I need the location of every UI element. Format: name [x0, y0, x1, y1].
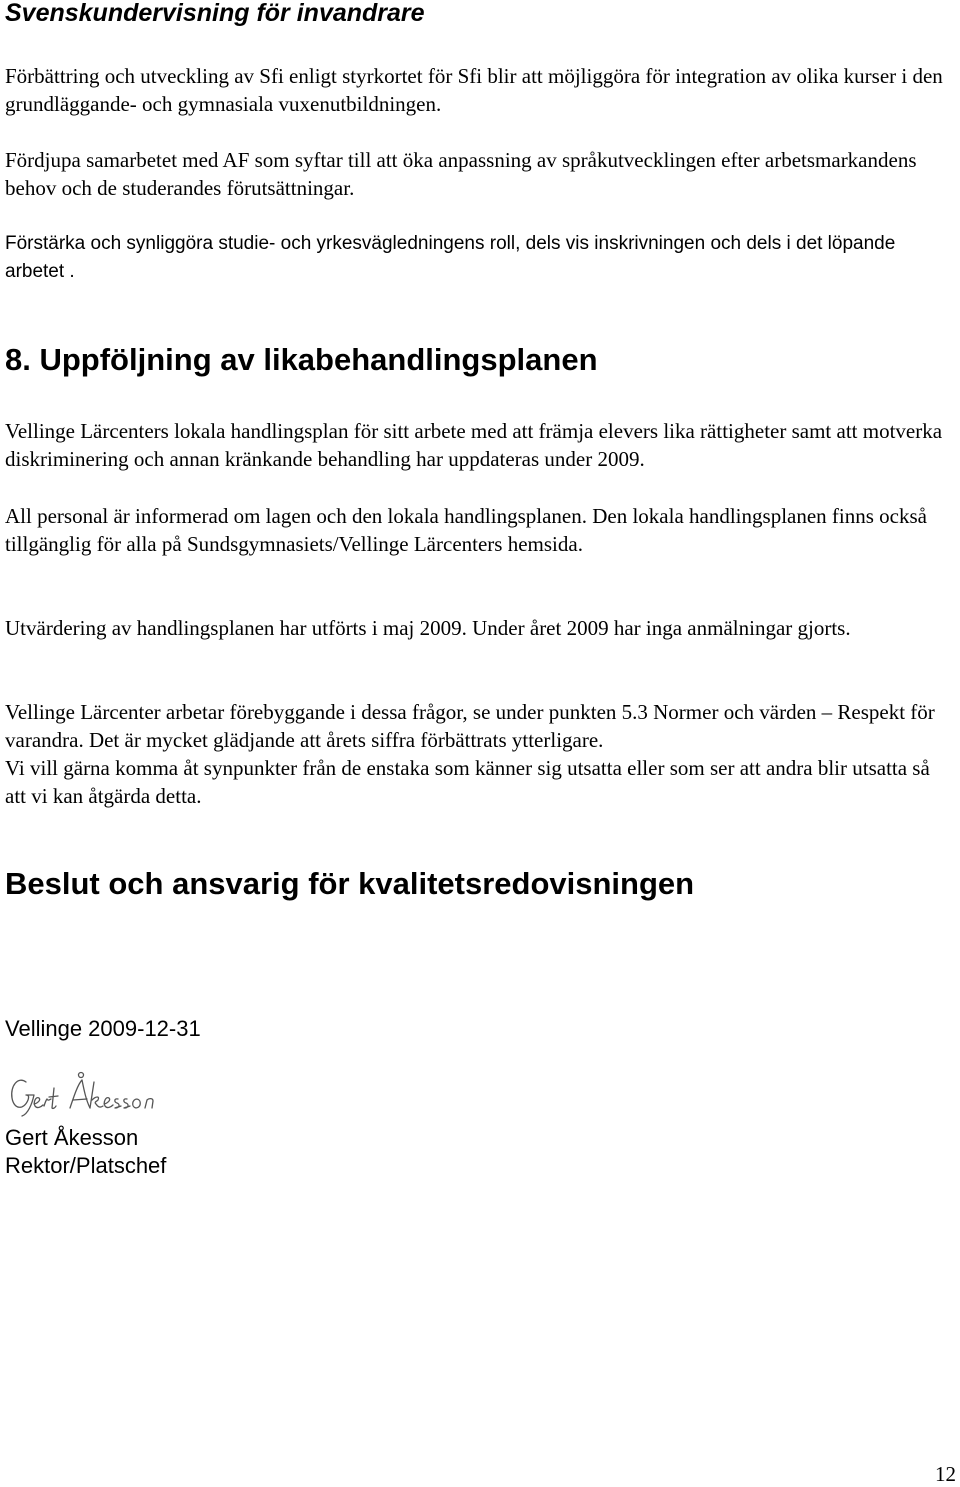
- signer-name: Gert Åkesson: [5, 1125, 139, 1150]
- intro-paragraph-2: Fördjupa samarbetet med AF som syftar till att öka anpassning av språkutvecklingen efter arbetsmarkandens behov och de studerandes förutsättningar.: [5, 148, 917, 200]
- section-8-paragraph-3: Utvärdering av handlingsplanen har utförts i maj 2009. Under året 2009 har inga anmälningar gjorts.: [5, 616, 851, 640]
- section-title: Svenskundervisning för invandrare: [5, 0, 425, 27]
- intro-paragraph-1: Förbättring och utveckling av Sfi enligt styrkortet för Sfi blir att möjliggöra för integration av olika kurser i den grundläggande- och gymnasiala vuxenutbildningen.: [5, 64, 943, 116]
- signer-role: Rektor/Platschef: [5, 1153, 167, 1178]
- section-8-paragraph-4: Vellinge Lärcenter arbetar förebyggande i dessa frågor, se under punkten 5.3 Normer och värden – Respekt för varandra. Det är mycket glädjande att årets siffra förbättrats ytterligare. Vi vill gärna komma åt synpunkter från de enstaka som känner sig utsatta eller som ser att andra blir utsatta så att vi kan åtgärda detta.: [5, 700, 935, 808]
- decision-heading: Beslut och ansvarig för kvalitetsredovisningen: [5, 866, 695, 901]
- intro-paragraph-3: Förstärka och synliggöra studie- och yrkesvägledningens roll, dels vis inskrivningen och dels i det löpande arbetet .: [5, 233, 896, 282]
- section-8-heading: 8. Uppföljning av likabehandlingsplanen: [5, 342, 598, 377]
- page-number: 12: [935, 1462, 956, 1486]
- place-date: Vellinge 2009-12-31: [5, 1016, 201, 1041]
- section-8-paragraph-2: All personal är informerad om lagen och den lokala handlingsplanen. Den lokala handlingsplanen finns också tillgänglig för alla på Sundsgymnasiets/Vellinge Lärcenters hemsida.: [5, 504, 927, 556]
- section-8-paragraph-1: Vellinge Lärcenters lokala handlingsplan för sitt arbete med att främja elevers lika rättigheter samt att motverka diskriminering och annan kränkande behandling har uppdateras under 2009.: [5, 419, 943, 471]
- handwritten-signature: [8, 1070, 178, 1118]
